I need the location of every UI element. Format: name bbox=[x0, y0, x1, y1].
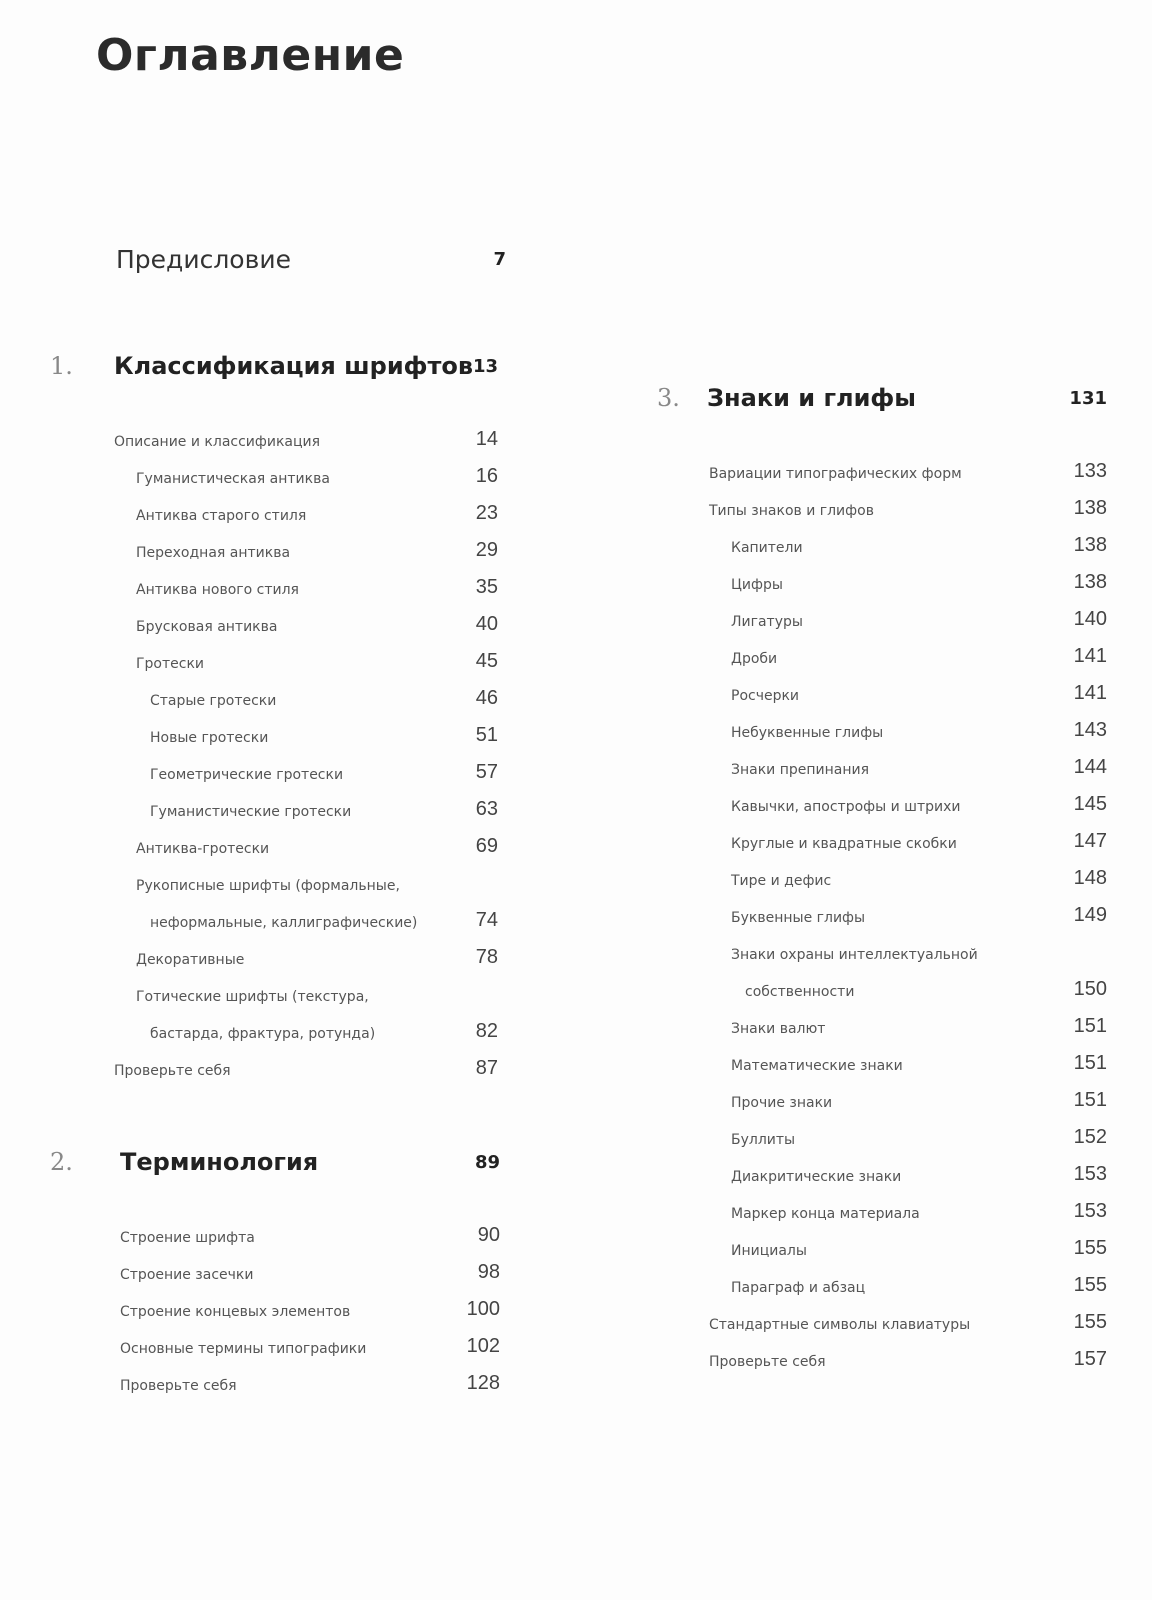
entry-page-number: 157 bbox=[1073, 1348, 1107, 1370]
entry-label: Знаки препинания bbox=[731, 762, 870, 778]
entry-page-number: 141 bbox=[1073, 682, 1107, 704]
toc-entry bbox=[114, 905, 498, 942]
entry-page-number: 74 bbox=[475, 909, 498, 931]
entry-label: Прочие знаки bbox=[731, 1095, 833, 1111]
section-title: Знаки и глифы bbox=[707, 384, 916, 412]
entry-page-number: 145 bbox=[1073, 793, 1107, 815]
toc-entry bbox=[709, 1307, 1107, 1344]
toc-entry bbox=[114, 831, 498, 868]
entry-label: Тире и дефис bbox=[731, 873, 832, 889]
entry-page-number: 155 bbox=[1073, 1237, 1107, 1259]
entry-page-number: 23 bbox=[475, 502, 498, 524]
entry-label: Основные термины типографики bbox=[120, 1341, 367, 1357]
toc-entry bbox=[709, 1085, 1107, 1122]
entry-page-number: 151 bbox=[1073, 1052, 1107, 1074]
entry-label: Брусковая антиква bbox=[136, 619, 278, 635]
entry-label: Вариации типографических форм bbox=[709, 466, 962, 482]
entry-page-number: 98 bbox=[477, 1261, 500, 1283]
toc-entry bbox=[114, 1016, 498, 1053]
entry-label: собственности bbox=[745, 984, 855, 1000]
toc-entry bbox=[709, 567, 1107, 604]
entry-page-number: 141 bbox=[1073, 645, 1107, 667]
section-heading bbox=[50, 352, 498, 392]
entry-page-number: 148 bbox=[1073, 867, 1107, 889]
entry-page-number: 150 bbox=[1073, 978, 1107, 1000]
section-heading bbox=[657, 384, 1107, 424]
toc-entry bbox=[709, 863, 1107, 900]
entry-label: Строение засечки bbox=[120, 1267, 254, 1283]
entry-label: Росчерки bbox=[731, 688, 800, 704]
entry-label: Инициалы bbox=[731, 1243, 807, 1259]
entry-page-number: 138 bbox=[1073, 534, 1107, 556]
entry-label: Диакритические знаки bbox=[731, 1169, 902, 1185]
section-heading bbox=[50, 1148, 500, 1188]
toc-entry bbox=[120, 1294, 500, 1331]
toc-entry bbox=[709, 641, 1107, 678]
entry-label: Строение шрифта bbox=[120, 1230, 255, 1246]
toc-entry bbox=[114, 424, 498, 461]
entry-label: Антиква-гротески bbox=[136, 841, 270, 857]
entry-page-number: 149 bbox=[1073, 904, 1107, 926]
entry-label: Антиква нового стиля bbox=[136, 582, 299, 598]
toc-entry bbox=[120, 1257, 500, 1294]
toc-entry bbox=[709, 937, 1107, 974]
entry-label: Типы знаков и глифов bbox=[709, 503, 874, 519]
entry-page-number: 82 bbox=[475, 1020, 498, 1042]
section-entries bbox=[120, 1220, 500, 1405]
entry-label: Строение концевых элементов bbox=[120, 1304, 351, 1320]
entry-label: Гуманистические гротески bbox=[150, 804, 352, 820]
entry-page-number: 155 bbox=[1073, 1311, 1107, 1333]
toc-entry bbox=[114, 498, 498, 535]
entry-label: Математические знаки bbox=[731, 1058, 903, 1074]
section-page-number: 13 bbox=[472, 356, 498, 377]
entry-page-number: 138 bbox=[1073, 497, 1107, 519]
toc-entry bbox=[114, 794, 498, 831]
toc-entry bbox=[709, 1159, 1107, 1196]
toc-entry bbox=[114, 720, 498, 757]
entry-label: Лигатуры bbox=[731, 614, 803, 630]
toc-entry bbox=[114, 572, 498, 609]
entry-label: Капители bbox=[731, 540, 803, 556]
toc-entry bbox=[114, 979, 498, 1016]
toc-entry bbox=[709, 1344, 1107, 1381]
entry-label: Переходная антиква bbox=[136, 545, 291, 561]
section-page-number: 89 bbox=[474, 1152, 500, 1173]
toc-entry bbox=[120, 1331, 500, 1368]
toc-entry bbox=[114, 535, 498, 572]
entry-label: Старые гротески bbox=[150, 693, 277, 709]
entry-page-number: 138 bbox=[1073, 571, 1107, 593]
entry-page-number: 90 bbox=[477, 1224, 500, 1246]
toc-entry bbox=[709, 1122, 1107, 1159]
toc-entry bbox=[114, 461, 498, 498]
entry-label: Гуманистическая антиква bbox=[136, 471, 330, 487]
preface-entry bbox=[116, 245, 506, 285]
entry-page-number: 143 bbox=[1073, 719, 1107, 741]
entry-label: Буллиты bbox=[731, 1132, 796, 1148]
section-title: Классификация шрифтов bbox=[114, 352, 474, 380]
entry-page-number: 63 bbox=[475, 798, 498, 820]
entry-page-number: 140 bbox=[1073, 608, 1107, 630]
toc-entry bbox=[120, 1368, 500, 1405]
entry-label: Новые гротески bbox=[150, 730, 269, 746]
entry-page-number: 87 bbox=[475, 1057, 498, 1079]
entry-label: бастарда, фрактура, ротунда) bbox=[150, 1026, 376, 1042]
toc-entry bbox=[114, 1053, 498, 1090]
entry-label: Небуквенные глифы bbox=[731, 725, 884, 741]
entry-page-number: 152 bbox=[1073, 1126, 1107, 1148]
entry-page-number: 29 bbox=[475, 539, 498, 561]
entry-label: неформальные, каллиграфические) bbox=[150, 915, 418, 931]
entry-page-number: 147 bbox=[1073, 830, 1107, 852]
preface-page-number: 7 bbox=[493, 249, 506, 270]
entry-page-number: 153 bbox=[1073, 1200, 1107, 1222]
section-number: 2. bbox=[50, 1148, 73, 1176]
entry-label: Знаки валют bbox=[731, 1021, 826, 1037]
entry-page-number: 45 bbox=[475, 650, 498, 672]
section-title: Терминология bbox=[120, 1148, 319, 1176]
entry-page-number: 102 bbox=[466, 1335, 500, 1357]
toc-entry bbox=[709, 456, 1107, 493]
toc-entry bbox=[709, 752, 1107, 789]
entry-label: Проверьте себя bbox=[120, 1378, 237, 1394]
section-1 bbox=[50, 352, 498, 1079]
entry-label: Цифры bbox=[731, 577, 783, 593]
toc-entry bbox=[709, 789, 1107, 826]
toc-entry bbox=[114, 942, 498, 979]
entry-page-number: 151 bbox=[1073, 1089, 1107, 1111]
toc-entry bbox=[114, 868, 498, 905]
entry-page-number: 40 bbox=[475, 613, 498, 635]
entry-label: Гротески bbox=[136, 656, 205, 672]
toc-entry bbox=[114, 646, 498, 683]
toc-entry bbox=[709, 1048, 1107, 1085]
entry-label: Готические шрифты (текстура, bbox=[136, 989, 369, 1005]
toc-entry bbox=[709, 900, 1107, 937]
entry-page-number: 151 bbox=[1073, 1015, 1107, 1037]
toc-entry bbox=[114, 683, 498, 720]
entry-page-number: 100 bbox=[466, 1298, 500, 1320]
entry-label: Знаки охраны интеллектуальной bbox=[731, 947, 978, 963]
entry-label: Стандартные символы клавиатуры bbox=[709, 1317, 971, 1333]
entry-page-number: 128 bbox=[466, 1372, 500, 1394]
entry-label: Буквенные глифы bbox=[731, 910, 866, 926]
section-entries bbox=[114, 424, 498, 1090]
section-2 bbox=[50, 1148, 500, 1394]
toc-entry bbox=[709, 974, 1107, 1011]
entry-page-number: 35 bbox=[475, 576, 498, 598]
entry-page-number: 69 bbox=[475, 835, 498, 857]
section-3 bbox=[657, 384, 1107, 1370]
page-title: Оглавление bbox=[96, 30, 405, 81]
toc-entry bbox=[709, 604, 1107, 641]
toc-entry bbox=[709, 826, 1107, 863]
section-entries bbox=[709, 456, 1107, 1381]
toc-entry bbox=[114, 757, 498, 794]
toc-entry bbox=[709, 530, 1107, 567]
section-page-number: 131 bbox=[1069, 388, 1107, 409]
section-number: 3. bbox=[657, 384, 680, 412]
preface-label: Предисловие bbox=[116, 245, 291, 274]
entry-label: Дроби bbox=[731, 651, 778, 667]
entry-label: Описание и классификация bbox=[114, 434, 321, 450]
entry-label: Антиква старого стиля bbox=[136, 508, 307, 524]
toc-entry bbox=[709, 678, 1107, 715]
entry-label: Проверьте себя bbox=[114, 1063, 231, 1079]
entry-page-number: 153 bbox=[1073, 1163, 1107, 1185]
entry-label: Кавычки, апострофы и штрихи bbox=[731, 799, 961, 815]
entry-page-number: 51 bbox=[475, 724, 498, 746]
toc-entry bbox=[709, 1011, 1107, 1048]
toc-entry bbox=[114, 609, 498, 646]
entry-label: Декоративные bbox=[136, 952, 245, 968]
entry-page-number: 46 bbox=[475, 687, 498, 709]
toc-entry bbox=[709, 1233, 1107, 1270]
toc-entry bbox=[709, 493, 1107, 530]
entry-label: Геометрические гротески bbox=[150, 767, 344, 783]
entry-page-number: 155 bbox=[1073, 1274, 1107, 1296]
entry-page-number: 14 bbox=[475, 428, 498, 450]
entry-label: Круглые и квадратные скобки bbox=[731, 836, 957, 852]
entry-label: Проверьте себя bbox=[709, 1354, 826, 1370]
entry-page-number: 144 bbox=[1073, 756, 1107, 778]
toc-entry bbox=[709, 1270, 1107, 1307]
toc-entry bbox=[709, 1196, 1107, 1233]
entry-page-number: 57 bbox=[475, 761, 498, 783]
section-number: 1. bbox=[50, 352, 73, 380]
entry-label: Параграф и абзац bbox=[731, 1280, 866, 1296]
entry-page-number: 78 bbox=[475, 946, 498, 968]
entry-label: Маркер конца материала bbox=[731, 1206, 920, 1222]
toc-entry bbox=[120, 1220, 500, 1257]
entry-label: Рукописные шрифты (формальные, bbox=[136, 878, 400, 894]
entry-page-number: 16 bbox=[475, 465, 498, 487]
entry-page-number: 133 bbox=[1073, 460, 1107, 482]
toc-entry bbox=[709, 715, 1107, 752]
